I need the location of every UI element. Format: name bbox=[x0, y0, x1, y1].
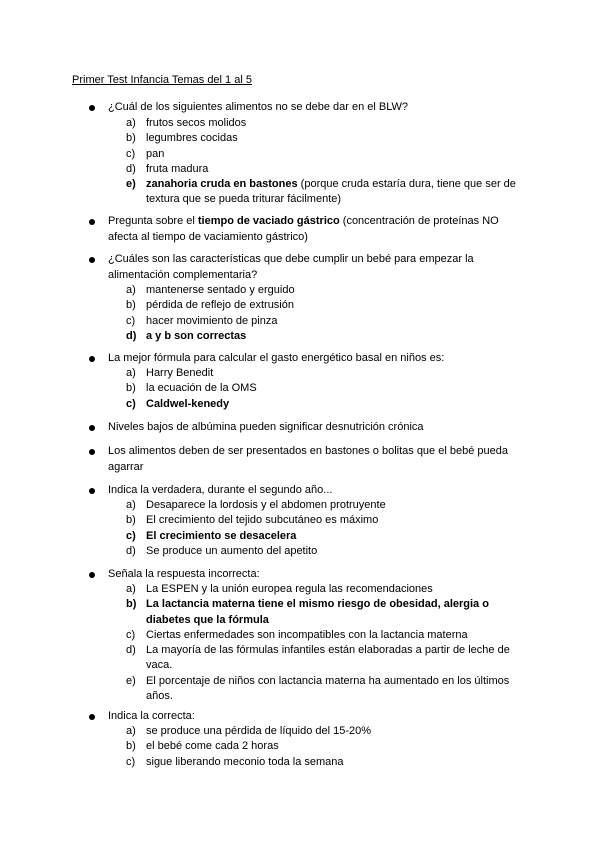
question-text: Los alimentos deben de ser presentados en bastones o bolitas que el bebé pueda agarrar bbox=[108, 445, 508, 473]
option-c-correct: c) Caldwel-kenedy bbox=[126, 397, 230, 410]
bullet-icon bbox=[89, 488, 95, 494]
options-list bbox=[0, 116, 600, 208]
question-text: Indica la correcta: bbox=[108, 710, 195, 722]
page-title: Primer Test Infancia Temas del 1 al 5 bbox=[72, 74, 252, 86]
options-list bbox=[0, 498, 600, 559]
bullet-icon bbox=[89, 257, 95, 263]
option-b: b) pérdida de reflejo de extrusión bbox=[126, 299, 294, 312]
option-e-correct: e) zanahoria cruda en bastones (porque cruda estaría dura, tiene que ser de textura que se pueda triturar fácilmente) bbox=[126, 178, 516, 206]
question-text: ¿Cuáles son las características que debe cumplir un bebé para empezar la alimentación complementaria? bbox=[108, 253, 474, 281]
option-d: d) fruta madura bbox=[126, 162, 209, 175]
options-list bbox=[0, 283, 600, 344]
option-c: c) hacer movimiento de pinza bbox=[126, 314, 278, 327]
bullet-icon bbox=[89, 572, 95, 578]
question-text: La mejor fórmula para calcular el gasto energético basal en niños es: bbox=[108, 352, 445, 364]
option-b-correct: b) La lactancia materna tiene el mismo riesgo de obesidad, alergia o diabetes que la fórmula bbox=[126, 598, 489, 626]
option-a: a) se produce una pérdida de líquido del 15-20% bbox=[126, 725, 372, 737]
option-c: c) Ciertas enfermedades son incompatibles con la lactancia materna bbox=[126, 628, 468, 641]
option-d: d) La mayoría de las fórmulas infantiles están elaboradas a partir de leche de vaca. bbox=[126, 644, 510, 672]
option-b: b) El crecimiento del tejido subcutáneo es máximo bbox=[126, 514, 379, 527]
option-a: a) Harry Benedit bbox=[126, 367, 214, 379]
option-a: a) Desaparece la lordosis y el abdomen protruyente bbox=[126, 499, 386, 511]
question-text: ¿Cuál de los siguientes alimentos no se debe dar en el BLW? bbox=[108, 101, 409, 113]
option-b: b) el bebé come cada 2 horas bbox=[126, 740, 279, 753]
option-d: d) Se produce un aumento del apetito bbox=[126, 544, 318, 557]
option-a: a) La ESPEN y la unión europea regula las recomendaciones bbox=[126, 583, 433, 595]
option-c: c) sigue liberando meconio toda la semana bbox=[126, 755, 344, 768]
options-list bbox=[0, 582, 600, 704]
option-c: c) pan bbox=[126, 147, 165, 160]
question-text: Niveles bajos de albúmina pueden significar desnutrición crónica bbox=[108, 421, 424, 433]
answer-highlight: zanahoria cruda en bastones bbox=[146, 178, 298, 191]
option-e: e) El porcentaje de niños con lactancia materna ha aumentado en los últimos años. bbox=[126, 674, 510, 703]
bullet-icon bbox=[89, 449, 95, 455]
option-a: a) mantenerse sentado y erguido bbox=[126, 284, 295, 296]
answer-highlight: tiempo de vaciado gástrico bbox=[197, 215, 340, 227]
option-c-correct: c) El crecimiento se desacelera bbox=[126, 529, 297, 542]
option-a: a) frutos secos molidos bbox=[126, 117, 247, 129]
options-list bbox=[0, 366, 600, 412]
bullet-icon bbox=[89, 105, 95, 111]
question-text: Señala la respuesta incorrecta: bbox=[108, 568, 260, 580]
bullet-icon bbox=[89, 714, 95, 720]
question-text: Indica la verdadera, durante el segundo año... bbox=[108, 484, 333, 496]
option-d-correct: d) a y b son correctas bbox=[126, 329, 247, 342]
question-text: Pregunta sobre el tiempo de vaciado gástrico (concentración de proteínas NO afecta al tiempo de vaciamiento gástrico) bbox=[108, 215, 499, 243]
bullet-icon bbox=[89, 425, 95, 431]
bullet-icon bbox=[89, 356, 95, 362]
bullet-icon bbox=[89, 219, 95, 225]
option-b: b) legumbres cocidas bbox=[126, 132, 238, 145]
option-b: b) la ecuación de la OMS bbox=[126, 382, 257, 395]
options-list bbox=[0, 724, 600, 770]
